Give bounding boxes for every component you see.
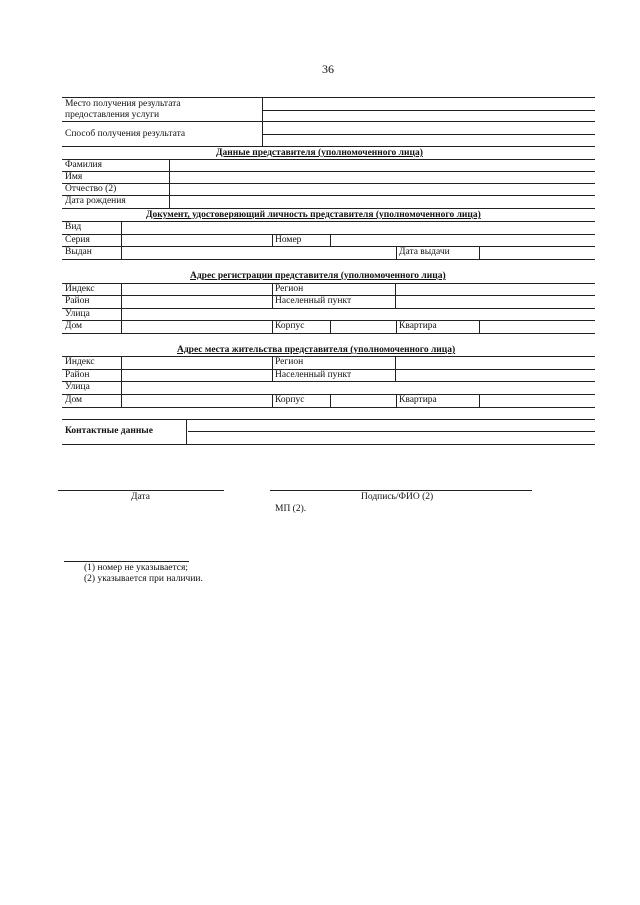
reg-district-label: Район	[65, 296, 90, 306]
res-index-field[interactable]	[123, 357, 271, 368]
reg-region-field[interactable]	[397, 284, 595, 295]
document-series-label: Серия	[65, 235, 90, 245]
res-settlement-field[interactable]	[397, 370, 595, 381]
res-street-label: Улица	[65, 382, 90, 392]
res-settlement-label: Населенный пункт	[275, 370, 352, 380]
surname-field[interactable]	[170, 160, 595, 171]
document-kind-field[interactable]	[123, 222, 595, 233]
res-apartment-label: Квартира	[399, 395, 437, 405]
result-place-label: Место получения результата предоставления услуги	[65, 99, 181, 120]
stamp-label: МП (2).	[275, 504, 307, 514]
reg-house-label: Дом	[65, 321, 83, 331]
res-index-label: Индекс	[65, 357, 95, 367]
reg-region-label: Регион	[275, 284, 304, 294]
document-issued-field[interactable]	[123, 247, 395, 258]
birth-date-field[interactable]	[170, 196, 595, 207]
contacts-label: Контактные данные	[65, 426, 153, 436]
res-house-label: Дом	[65, 395, 83, 405]
reg-house-field[interactable]	[123, 321, 271, 332]
patronymic-label: Отчество (2)	[65, 184, 117, 194]
res-building-label: Корпус	[275, 395, 305, 405]
document-issue-date-field[interactable]	[480, 247, 595, 258]
result-place-field[interactable]	[263, 98, 595, 120]
date-line[interactable]	[58, 490, 224, 491]
name-field[interactable]	[170, 172, 595, 183]
patronymic-field[interactable]	[170, 184, 595, 195]
reg-street-field[interactable]	[123, 309, 595, 320]
document-number-label: Номер	[275, 235, 302, 245]
footnote-divider	[64, 561, 189, 562]
reg-settlement-label: Населенный пункт	[275, 296, 352, 306]
reg-index-field[interactable]	[123, 284, 271, 295]
result-method-label: Способ получения результата	[65, 129, 186, 139]
res-apartment-field[interactable]	[480, 395, 595, 406]
res-building-field[interactable]	[331, 395, 395, 406]
res-street-field[interactable]	[123, 382, 595, 393]
identity-document-heading: Документ, удостоверяющий личность представителя (уполномоченного лица)	[146, 210, 481, 220]
res-house-field[interactable]	[123, 395, 271, 406]
document-issued-label: Выдан	[65, 247, 92, 257]
reg-apartment-label: Квартира	[399, 321, 437, 331]
reg-district-field[interactable]	[123, 296, 271, 307]
document-kind-label: Вид	[65, 222, 82, 232]
res-district-label: Район	[65, 370, 90, 380]
document-issue-date-label: Дата выдачи	[399, 247, 450, 257]
name-label: Имя	[65, 172, 83, 182]
footnote-1: (1) номер не указывается;	[84, 563, 188, 573]
date-label: Дата	[131, 492, 150, 502]
residence-address-heading: Адрес места жительства представителя (уполномоченного лица)	[177, 345, 456, 355]
document-number-field[interactable]	[331, 235, 595, 246]
representative-data-heading: Данные представителя (уполномоченного лица)	[216, 148, 423, 158]
footnote-2: (2) указывается при наличии.	[84, 574, 203, 584]
reg-street-label: Улица	[65, 309, 90, 319]
signature-label: Подпись/ФИО (2)	[361, 492, 434, 502]
reg-index-label: Индекс	[65, 284, 95, 294]
reg-apartment-field[interactable]	[480, 321, 595, 332]
res-district-field[interactable]	[123, 370, 271, 381]
surname-label: Фамилия	[65, 160, 103, 170]
res-region-label: Регион	[275, 357, 304, 367]
reg-building-field[interactable]	[331, 321, 395, 332]
page-number: 36	[322, 62, 334, 76]
reg-settlement-field[interactable]	[397, 296, 595, 307]
birth-date-label: Дата рождения	[65, 196, 126, 206]
document-series-field[interactable]	[123, 235, 271, 246]
contacts-field[interactable]	[188, 420, 595, 444]
registration-address-heading: Адрес регистрации представителя (уполномоченного лица)	[190, 271, 446, 281]
signature-line[interactable]	[270, 490, 532, 491]
res-region-field[interactable]	[397, 357, 595, 368]
reg-building-label: Корпус	[275, 321, 305, 331]
